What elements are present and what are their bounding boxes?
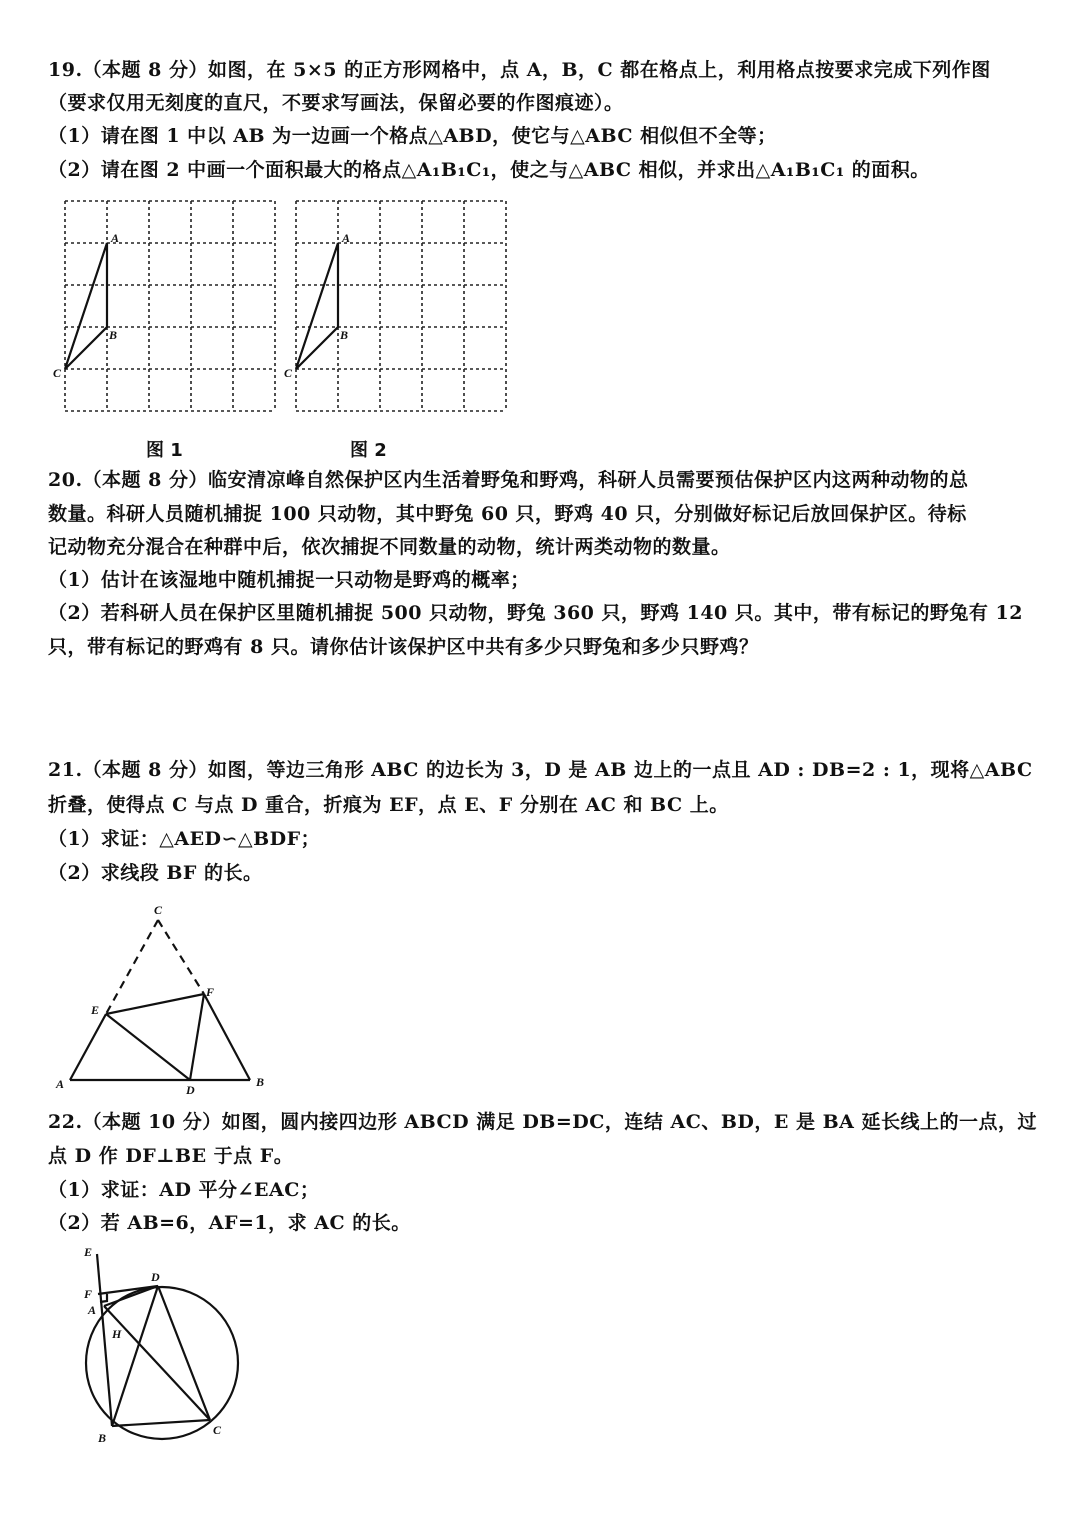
q19-label-c: C — [53, 366, 62, 380]
q19-figure-2-grid — [286, 195, 511, 420]
q19-fig2-label-b: B — [340, 328, 349, 342]
q22-label-b: B — [98, 1431, 107, 1445]
q20-line-2: 数量。科研人员随机捕捉 100 只动物，其中野兔 60 只，野鸡 40 只，分别做好标记后放回保护区。待标 — [48, 503, 967, 525]
q22-label-h: H — [112, 1327, 122, 1341]
q21-label-f: F — [206, 985, 215, 999]
q22-line-2: 点 D 作 DF⊥BE 于点 F。 — [48, 1145, 294, 1167]
q19-figure-2-caption: 图 2 — [350, 440, 387, 461]
q19-fig2-label-c: C — [284, 366, 293, 380]
q19-triangle-abc-2 — [296, 243, 338, 369]
q20-line-4: （1）估计在该湿地中随机捕捉一只动物是野鸡的概率； — [48, 569, 530, 591]
q19-triangle-abc — [65, 243, 107, 369]
q19-figure-1-caption: 图 1 — [146, 440, 183, 461]
q19-figure-1-grid — [55, 195, 280, 420]
q19-label-b: B — [109, 328, 118, 342]
q19-line-4: （2）请在图 2 中画一个面积最大的格点△A₁B₁C₁，使之与△ABC 相似，并求出△A₁B₁C₁ 的面积。 — [48, 159, 930, 181]
q21-label-c: C — [154, 903, 163, 917]
q21-label-e: E — [91, 1003, 100, 1017]
q22-line-1: 22.（本题 10 分）如图，圆内接四边形 ABCD 满足 DB=DC，连结 AC、BD，E 是 BA 延长线上的一点，过 — [48, 1111, 1038, 1133]
q22-label-c: C — [213, 1423, 222, 1437]
q21-label-a: A — [56, 1077, 65, 1091]
q20-line-3: 记动物充分混合在种群中后，依次捕捉不同数量的动物，统计两类动物的数量。 — [48, 536, 731, 558]
q21-line-2: 折叠，使得点 C 与点 D 重合，折痕为 EF，点 E、F 分别在 AC 和 BC 上。 — [48, 794, 729, 816]
q20-line-6: 只，带有标记的野鸡有 8 只。请你估计该保护区中共有多少只野兔和多少只野鸡？ — [48, 636, 759, 658]
q22-line-4: （2）若 AB=6，AF=1，求 AC 的长。 — [48, 1212, 411, 1234]
q21-line-1: 21.（本题 8 分）如图，等边三角形 ABC 的边长为 3，D 是 AB 边上的一点且 AD : DB=2 : 1，现将△ABC — [48, 759, 1033, 781]
q21-triangle-figure — [48, 898, 278, 1098]
q22-label-a: A — [88, 1303, 97, 1317]
q22-label-e: E — [84, 1245, 93, 1259]
q19-label-a: A — [111, 231, 120, 245]
q19-line-2: （要求仅用无刻度的直尺，不要求写画法，保留必要的作图痕迹）。 — [48, 92, 624, 114]
q21-label-b: B — [256, 1075, 265, 1089]
q20-line-1: 20.（本题 8 分）临安清凉峰自然保护区内生活着野兔和野鸡，科研人员需要预估保护区内这两种动物的总 — [48, 469, 969, 491]
q19-line-3: （1）请在图 1 中以 AB 为一边画一个格点△ABD，使它与△ABC 相似但不全等； — [48, 125, 777, 147]
q19-fig2-label-a: A — [342, 231, 351, 245]
q22-line-3: （1）求证：AD 平分∠EAC； — [48, 1179, 320, 1201]
q19-line-1: 19.（本题 8 分）如图，在 5×5 的正方形网格中，点 A，B，C 都在格点上，利用格点按要求完成下列作图 — [48, 59, 991, 81]
q21-label-d: D — [186, 1083, 195, 1097]
q22-label-f: F — [84, 1287, 93, 1301]
q20-line-5: （2）若科研人员在保护区里随机捕捉 500 只动物，野兔 360 只，野鸡 140 只。其中，带有标记的野兔有 12 — [48, 602, 1023, 624]
q21-line-3: （1）求证：△AED∽△BDF； — [48, 828, 321, 850]
q22-label-d: D — [151, 1270, 160, 1284]
q22-circle-figure — [70, 1240, 260, 1450]
q21-line-4: （2）求线段 BF 的长。 — [48, 862, 263, 884]
